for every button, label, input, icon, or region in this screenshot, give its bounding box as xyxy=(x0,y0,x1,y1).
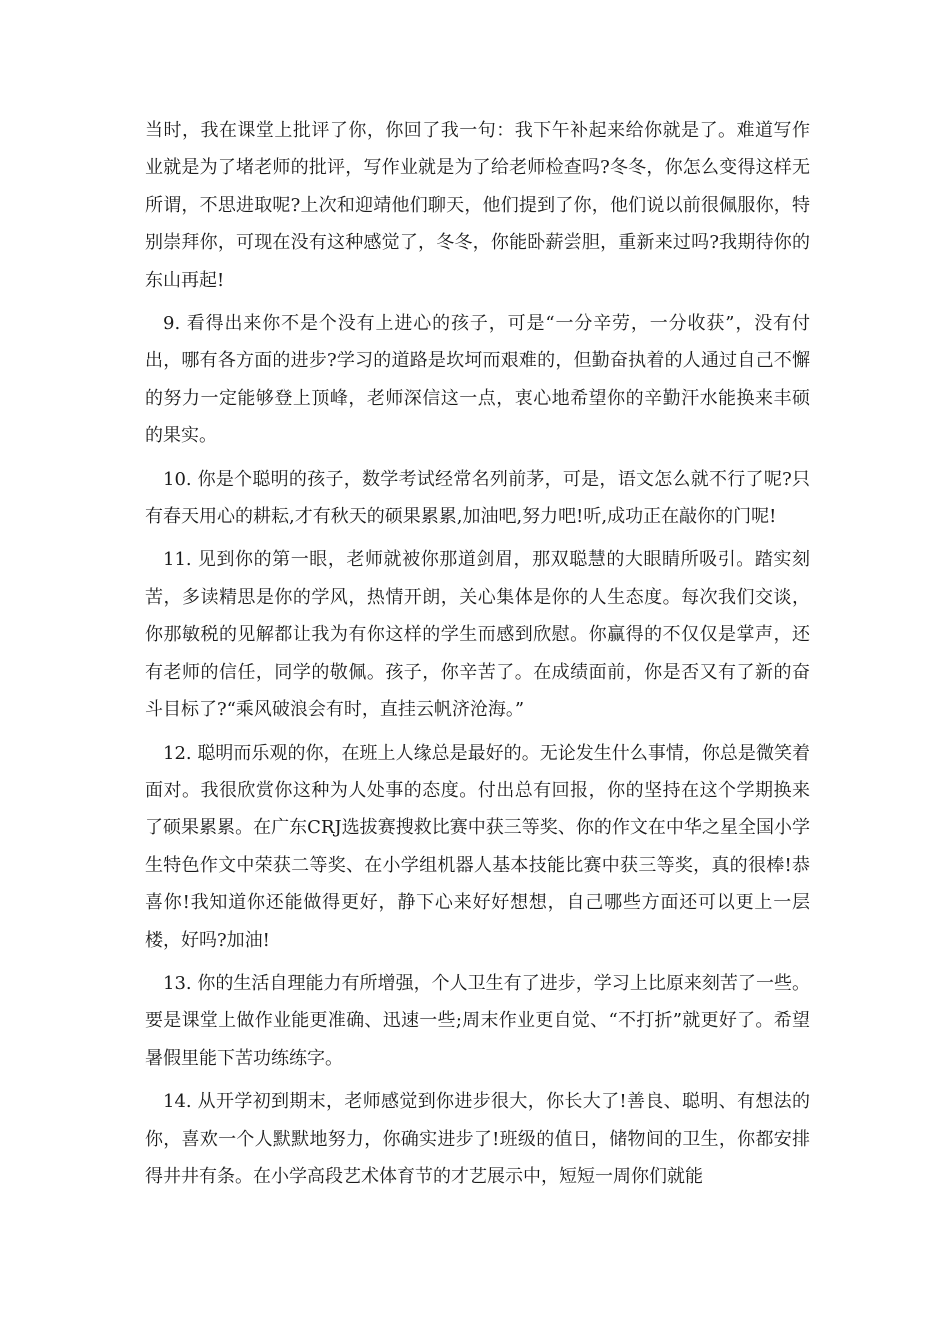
paragraph-continuation: 当时，我在课堂上批评了你，你回了我一句：我下午补起来给你就是了。难道写作业就是为了堵老师的批评，写作业就是为了给老师检查吗?冬冬，你怎么变得这样无所谓，不思进取呢?上次和迎靖他们聊天，他们提到了你，他们说以前很佩服你，特别崇拜你，可现在没有这种感觉了，冬冬，你能卧薪尝胆，重新来过吗?我期待你的东山再起! xyxy=(145,120,810,291)
paragraph-comment-14: 14. 从开学初到期末，老师感觉到你进步很大，你长大了!善良、聪明、有想法的你，喜欢一个人默默地努力，你确实进步了!班级的值日，储物间的卫生，你都安排得井井有条。在小学高段艺术体育节的才艺展示中，短短一周你们就能 xyxy=(145,1091,810,1187)
paragraph-comment-11: 11. 见到你的第一眼，老师就被你那道剑眉，那双聪慧的大眼睛所吸引。踏实刻苦，多读精思是你的学风，热情开朗，关心集体是你的人生态度。每次我们交谈，你那敏税的见解都让我为有你这样的学生而感到欣慰。你赢得的不仅仅是掌声，还有老师的信任，同学的敬佩。孩子，你辛苦了。在成绩面前，你是否又有了新的奋斗目标了?“乘风破浪会有时，直挂云帆济沧海。” xyxy=(145,549,810,721)
paragraph-comment-12: 12. 聪明而乐观的你，在班上人缘总是最好的。无论发生什么事情，你总是微笑着面对。我很欣赏你这种为人处事的态度。付出总有回报，你的坚持在这个学期换来了硕果累累。在广东CRJ选拔赛搜救比赛中获三等奖、你的作文在中华之星全国小学生特色作文中荣获二等奖、在小学组机器人基本技能比赛中获三等奖，真的很棒!恭喜你!我知道你还能做得更好，静下心来好好想想，自己哪些方面还可以更上一层楼，好吗?加油! xyxy=(145,742,810,951)
paragraph-comment-9: 9. 看得出来你不是个没有上进心的孩子，可是“一分辛劳，一分收获”，没有付出，哪有各方面的进步?学习的道路是坎坷而艰难的，但勤奋执着的人通过自己不懈的努力一定能够登上顶峰，老师深信这一点，衷心地希望你的辛勤汗水能换来丰硕的果实。 xyxy=(145,313,810,447)
document-body xyxy=(145,112,810,1201)
paragraph-comment-13: 13. 你的生活自理能力有所增强，个人卫生有了进步，学习上比原来刻苦了一些。要是课堂上做作业能更准确、迅速一些;周末作业更自觉、“不打折”就更好了。希望暑假里能下苦功练练字。 xyxy=(145,972,810,1069)
paragraph-comment-10: 10. 你是个聪明的孩子，数学考试经常名列前茅，可是，语文怎么就不行了呢?只有春天用心的耕耘,才有秋天的硕果累累,加油吧,努力吧!听,成功正在敲你的门呢! xyxy=(145,468,810,528)
